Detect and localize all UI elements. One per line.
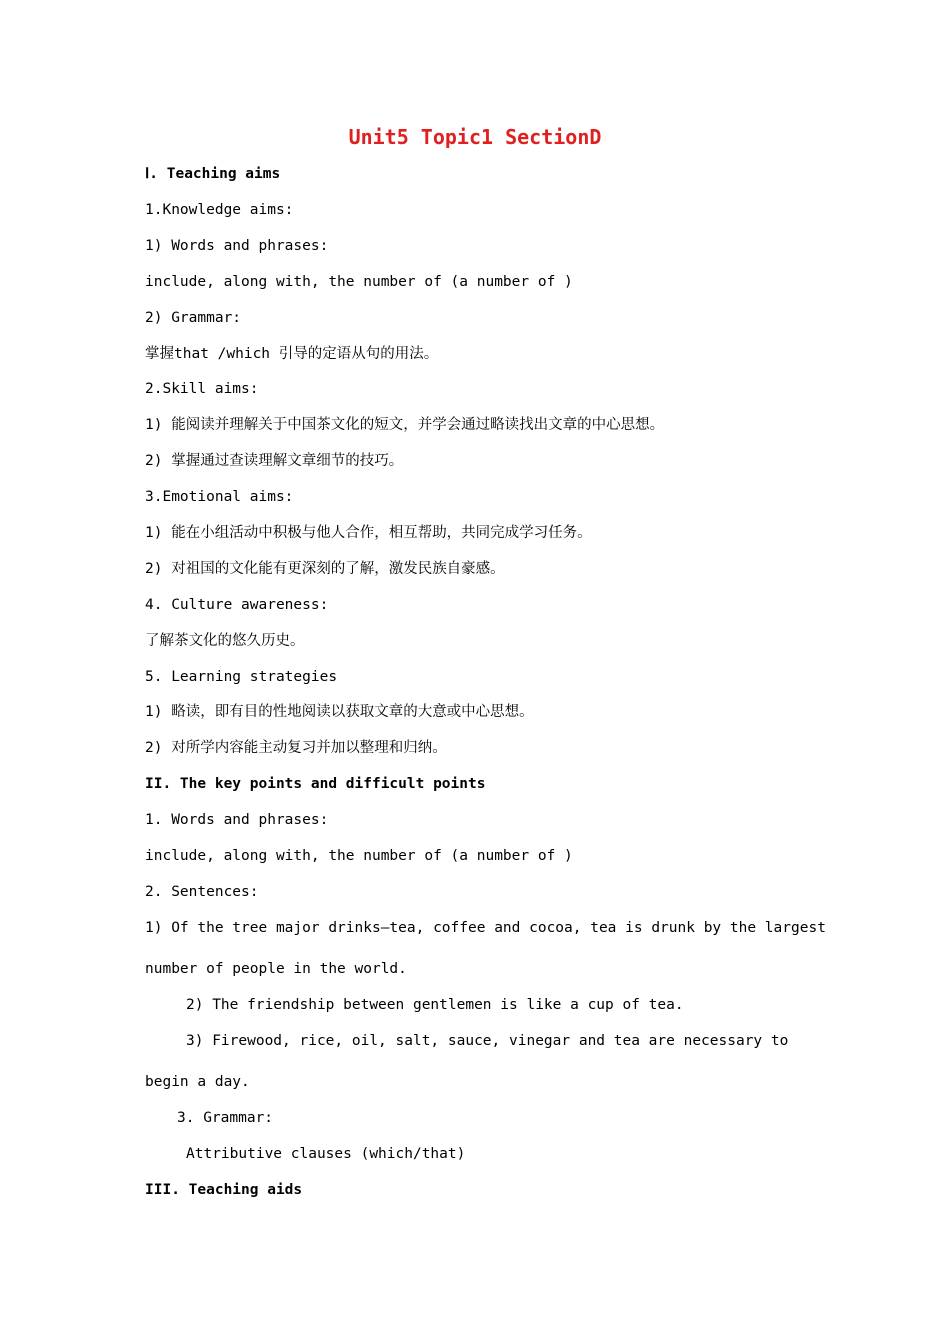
text-line: 3.Emotional aims: — [145, 489, 294, 505]
section-heading-teaching-aids: III. Teaching aids — [145, 1182, 303, 1198]
text-line: 1. Words and phrases: — [145, 812, 329, 828]
text-line: 2) 对祖国的文化能有更深刻的了解，激发民族自豪感。 — [145, 561, 505, 577]
text-line: 2) 掌握通过查读理解文章细节的技巧。 — [145, 453, 404, 469]
text-line: 1) 略读，即有目的性地阅读以获取文章的大意或中心思想。 — [145, 704, 534, 720]
text-line: 4. Culture awareness: — [145, 597, 329, 613]
text-line: 2) 对所学内容能主动复习并加以整理和归纳。 — [145, 740, 447, 756]
text-line: 了解茶文化的悠久历史。 — [145, 633, 305, 649]
section-heading-teaching-aims: Ⅰ. Teaching aims — [145, 166, 281, 182]
text-line: 2. Sentences: — [145, 884, 259, 900]
text-line: 1) Words and phrases: — [145, 238, 329, 254]
text-line: 2) Grammar: — [145, 310, 242, 326]
text-line: 1) 能在小组活动中积极与他人合作，相互帮助，共同完成学习任务。 — [145, 525, 592, 541]
text-line: begin a day. — [145, 1074, 250, 1090]
text-line: include, along with, the number of (a number of ) — [145, 274, 573, 290]
text-line: 1) Of the tree major drinks—tea, coffee and cocoa, tea is drunk by the largest — [145, 920, 826, 936]
text-line: 3. Grammar: — [177, 1110, 274, 1126]
text-line: 2.Skill aims: — [145, 381, 259, 397]
text-line: include, along with, the number of (a number of ) — [145, 848, 573, 864]
text-line: Attributive clauses (which/that) — [186, 1146, 466, 1162]
text-line: 3) Firewood, rice, oil, salt, sauce, vinegar and tea are necessary to — [186, 1033, 789, 1049]
text-line: 掌握that /which 引导的定语从句的用法。 — [145, 346, 439, 362]
text-line: number of people in the world. — [145, 961, 407, 977]
text-line: 5. Learning strategies — [145, 669, 338, 685]
text-line: 2) The friendship between gentlemen is like a cup of tea. — [186, 997, 684, 1013]
document-title: Unit5 Topic1 SectionD — [348, 125, 602, 149]
text-line: 1) 能阅读并理解关于中国茶文化的短文，并学会通过略读找出文章的中心思想。 — [145, 417, 665, 433]
text-line: 1.Knowledge aims: — [145, 202, 294, 218]
section-heading-key-points: II. The key points and difficult points — [145, 776, 486, 792]
